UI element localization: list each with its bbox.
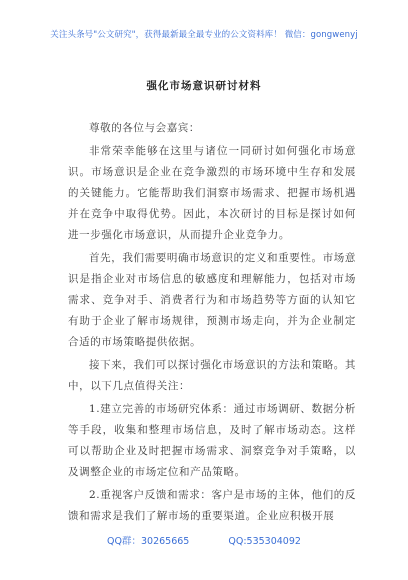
salutation: 尊敬的各位与会嘉宾： bbox=[89, 122, 200, 134]
footer-contact bbox=[0, 533, 408, 547]
footer-qq-number: QQ:535304092 bbox=[228, 536, 301, 547]
document-title: 强化市场意识研讨材料 bbox=[146, 80, 262, 92]
paragraph-5: 2.重视客户反馈和需求：客户是市场的主体，他们的反馈和需求是我们了解市场的重要渠道。企业应积极开展 bbox=[68, 489, 356, 522]
paragraph-2: 首先，我们需要明确市场意识的定义和重要性。市场意识是指企业对市场信息的敏感度和理解能力，包括对市场需求、竞争对手、消费者行为和市场趋势等方面的认知它有助于企业了解市场规律，预测市场走向，并为企业制定合适的市场策略提供依据。 bbox=[68, 252, 356, 348]
document-body bbox=[68, 118, 356, 529]
paragraph-3: 接下来，我们可以探讨强化市场意识的方法和策略。其中，以下几点值得关注： bbox=[68, 359, 356, 392]
header-note: 关注头条号"公文研究"，获得最新最全最专业的公文资料库！ 微信：gongwenyj bbox=[50, 30, 358, 40]
footer-qq-group: QQ群：30265665 bbox=[107, 536, 190, 547]
paragraph-1: 非常荣幸能够在这里与诸位一同研讨如何强化市场意识。市场意识是企业在竞争激烈的市场环境中生存和发展的关键能力。它能帮助我们洞察市场需求、把握市场机遇并在竞争中取得优势。因此，本次研讨的目标是探讨如何进一步强化市场意识，从而提升企业竞争力。 bbox=[68, 145, 356, 241]
paragraph-4: 1.建立完善的市场研究体系：通过市场调研、数据分析等手段，收集和整理市场信息，及时了解市场动态。这样可以帮助企业及时把握市场需求、洞察竞争对手策略，以及调整企业的市场定位和产品策略。 bbox=[68, 403, 356, 478]
